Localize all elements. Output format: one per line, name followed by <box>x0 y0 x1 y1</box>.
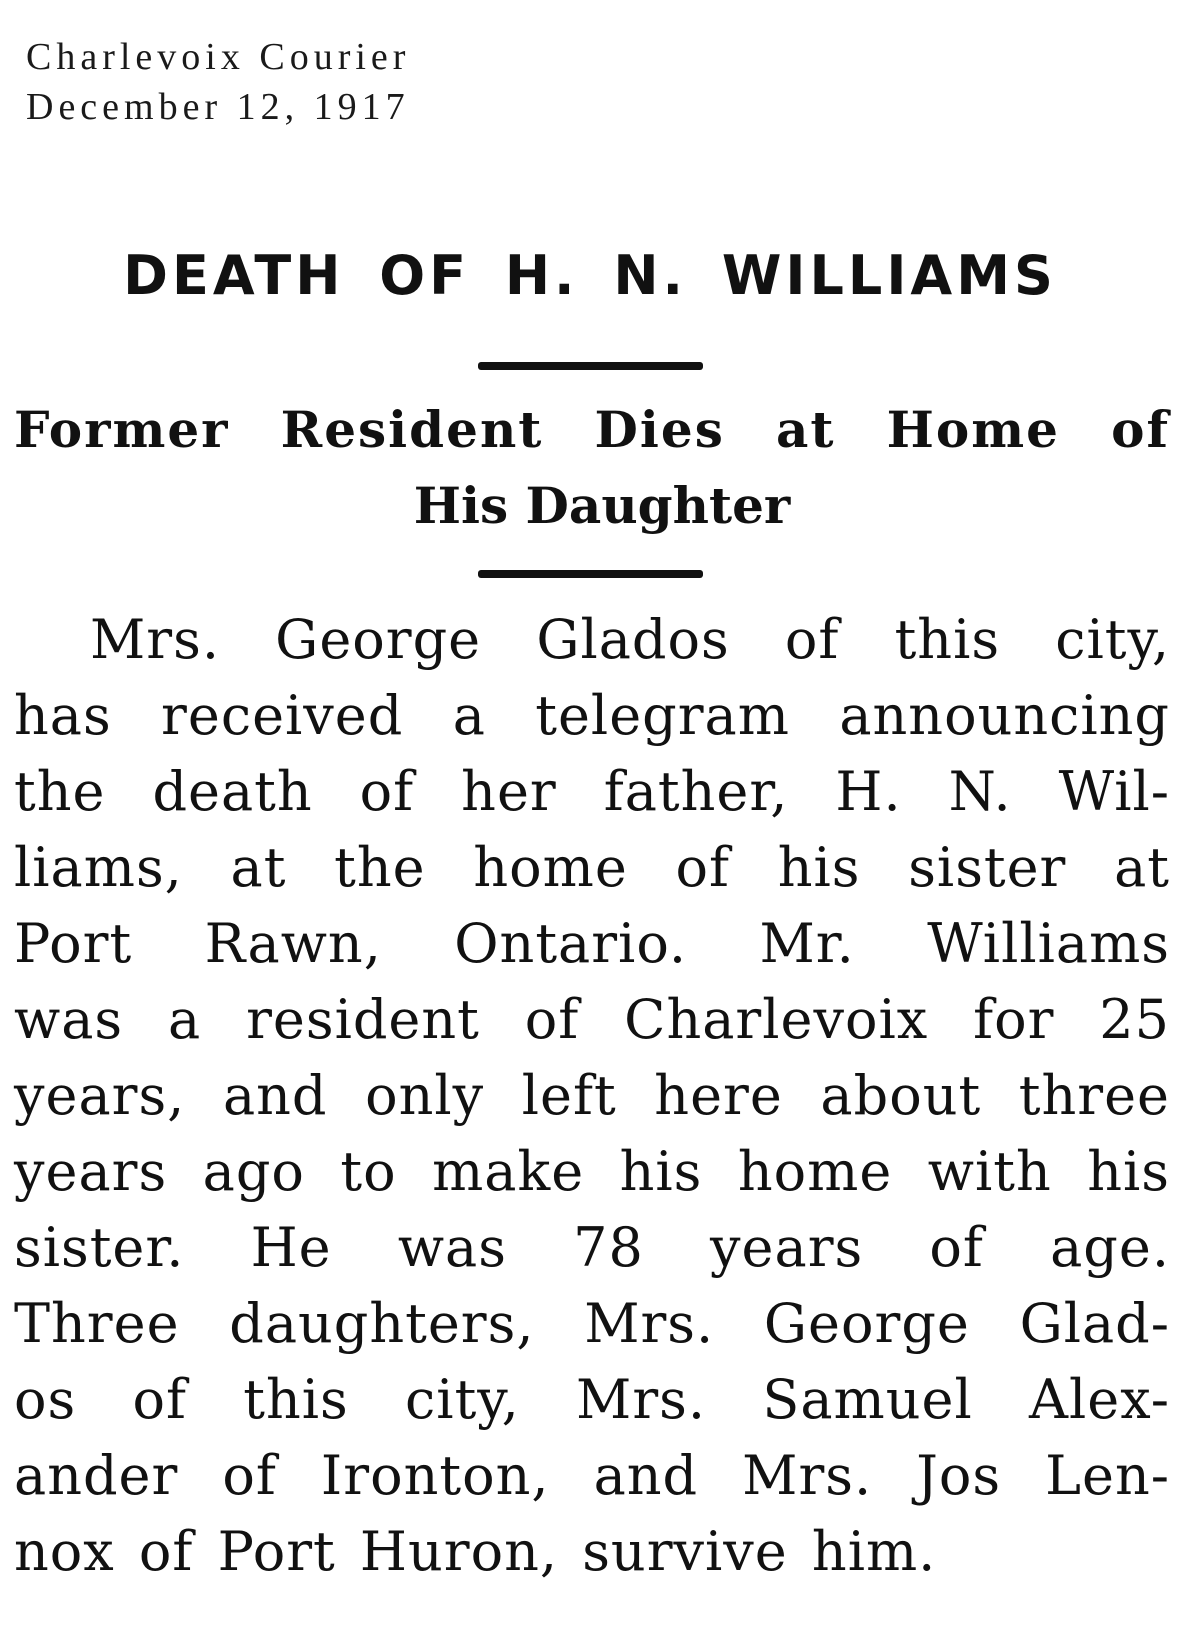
body-line: has received a telegram announcing <box>14 684 1170 747</box>
body-line: the death of her father, H. N. Wil- <box>14 760 1170 823</box>
publication-name: Charlevoix Courier <box>26 36 411 78</box>
body-line: os of this city, Mrs. Samuel Alex- <box>14 1368 1170 1431</box>
body-line: ander of Ironton, and Mrs. Jos Len- <box>14 1444 1170 1507</box>
article-body <box>14 602 1170 1590</box>
body-line: Port Rawn, Ontario. Mr. Williams <box>14 912 1170 975</box>
body-line: Three daughters, Mrs. George Glad- <box>14 1292 1170 1355</box>
body-line: Mrs. George Glados of this city, <box>90 608 1170 671</box>
body-line: was a resident of Charlevoix for 25 <box>14 988 1170 1051</box>
article-headline: DEATH OF H. N. WILLIAMS <box>123 244 1057 307</box>
subhead-line: His Daughter <box>413 476 791 535</box>
body-line: liams, at the home of his sister at <box>14 836 1170 899</box>
article-subhead <box>14 392 1170 544</box>
subhead-line: Former Resident Dies at Home of <box>14 400 1170 459</box>
body-line: years ago to make his home with his <box>14 1140 1170 1203</box>
subhead-divider <box>478 570 703 578</box>
body-line: nox of Port Huron, survive him. <box>14 1520 937 1583</box>
source-citation <box>26 32 410 132</box>
publication-date: December 12, 1917 <box>26 86 410 128</box>
headline-divider <box>478 362 703 370</box>
body-line: years, and only left here about three <box>14 1064 1170 1127</box>
body-line: sister. He was 78 years of age. <box>14 1216 1170 1279</box>
